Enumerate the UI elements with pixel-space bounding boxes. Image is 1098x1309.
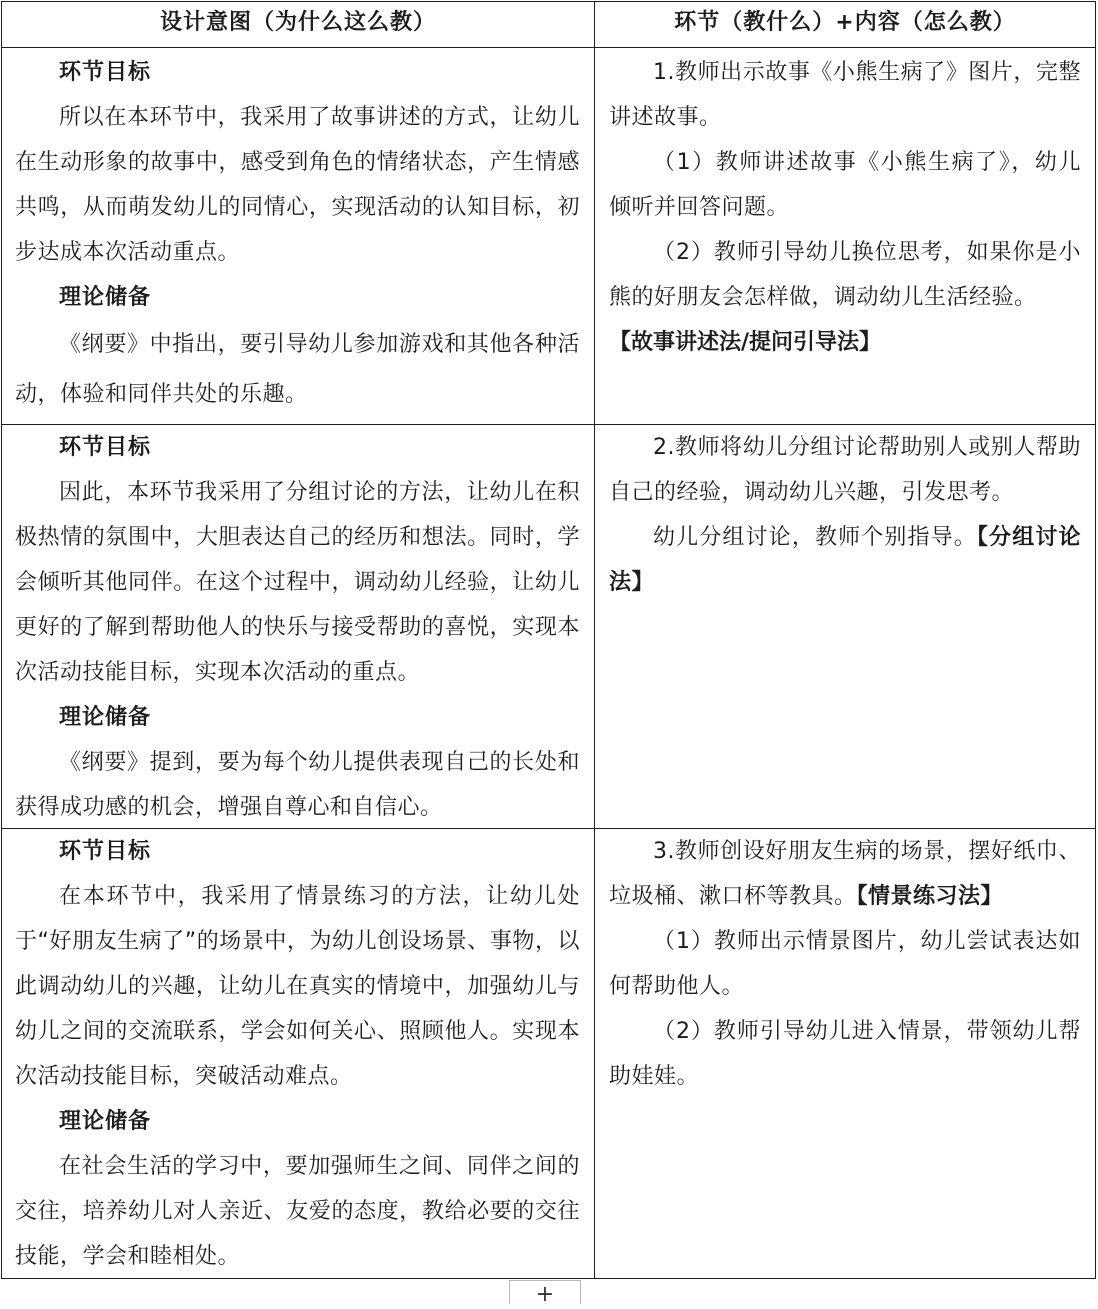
goal-heading: 环节目标	[59, 435, 152, 460]
teaching-method: 【情景练习法】	[856, 884, 1004, 909]
goal-heading: 环节目标	[59, 60, 152, 85]
table-row	[2, 829, 1095, 1278]
theory-heading: 理论储备	[59, 705, 152, 730]
table-header-row	[2, 2, 1095, 48]
content-text: 幼儿分组讨论，教师个别指导。	[653, 525, 977, 550]
content-paragraph: 1.教师出示故事《小熊生病了》图片，完整讲述故事。	[609, 60, 1081, 130]
header-segment-content: 环节（教什么）+内容（怎么教）	[674, 10, 1016, 35]
content-paragraph	[609, 515, 1081, 605]
design-intent-cell	[2, 829, 595, 1278]
content-text: 3.教师创设好朋友生病的场景，摆好纸巾、垃圾桶、漱口杯等教具。	[609, 839, 1081, 909]
teaching-method: 【故事讲述法/提问引导法】	[609, 330, 882, 355]
theory-text: 《纲要》中指出，要引导幼儿参加游戏和其他各种活动，体验和同伴共处的乐趣。	[15, 332, 580, 407]
goal-text: 在本环节中，我采用了情景练习的方法，让幼儿处于“好朋友生病了”的场景中，为幼儿创设场景、事物，以此调动幼儿的兴趣，让幼儿在真实的情境中，加强幼儿与幼儿之间的交流联系，学会如何关心、照顾他人。实现本次活动技能目标，突破活动难点。	[15, 884, 580, 1089]
theory-heading: 理论储备	[59, 1109, 152, 1134]
design-intent-cell	[2, 425, 595, 828]
header-design-intent: 设计意图（为什么这么教）	[2, 2, 595, 47]
content-paragraph: （2）教师引导幼儿进入情景，带领幼儿帮助娃娃。	[609, 1019, 1081, 1089]
goal-heading: 环节目标	[59, 839, 152, 864]
content-paragraph: （1）教师讲述故事《小熊生病了》，幼儿倾听并回答问题。	[609, 150, 1081, 220]
segment-content-cell	[595, 425, 1095, 828]
content-paragraph	[609, 829, 1081, 919]
goal-text: 所以在本环节中，我采用了故事讲述的方式，让幼儿在生动形象的故事中，感受到角色的情绪状态，产生情感共鸣，从而萌发幼儿的同情心，实现活动的认知目标，初步达成本次活动重点。	[15, 105, 580, 265]
add-row-button[interactable]: +	[509, 1280, 581, 1304]
design-intent-cell	[2, 48, 595, 424]
content-paragraph: 2.教师将幼儿分组讨论帮助别人或别人帮助自己的经验，调动幼儿兴趣，引发思考。	[609, 435, 1081, 505]
segment-content-cell	[595, 829, 1095, 1278]
goal-text: 因此，本环节我采用了分组讨论的方法，让幼儿在积极热情的氛围中，大胆表达自己的经历和想法。同时，学会倾听其他同伴。在这个过程中，调动幼儿经验，让幼儿更好的了解到帮助他人的快乐与接受帮助的喜悦，实现本次活动技能目标，实现本次活动的重点。	[15, 480, 580, 685]
table-row	[2, 425, 1095, 829]
teaching-method: 【分组讨论法】	[609, 525, 1081, 595]
content-paragraph: （1）教师出示情景图片，幼儿尝试表达如何帮助他人。	[609, 929, 1081, 999]
theory-text: 在社会生活的学习中，要加强师生之间、同伴之间的交往，培养幼儿对人亲近、友爱的态度，教给必要的交往技能，学会和睦相处。	[15, 1154, 580, 1269]
segment-content-cell	[595, 48, 1095, 424]
content-paragraph: （2）教师引导幼儿换位思考，如果你是小熊的好朋友会怎样做，调动幼儿生活经验。	[609, 240, 1081, 310]
theory-heading: 理论储备	[59, 285, 152, 310]
lesson-design-table	[1, 1, 1096, 1279]
table-row	[2, 48, 1095, 425]
theory-text: 《纲要》提到，要为每个幼儿提供表现自己的长处和获得成功感的机会，增强自尊心和自信心。	[15, 750, 580, 820]
